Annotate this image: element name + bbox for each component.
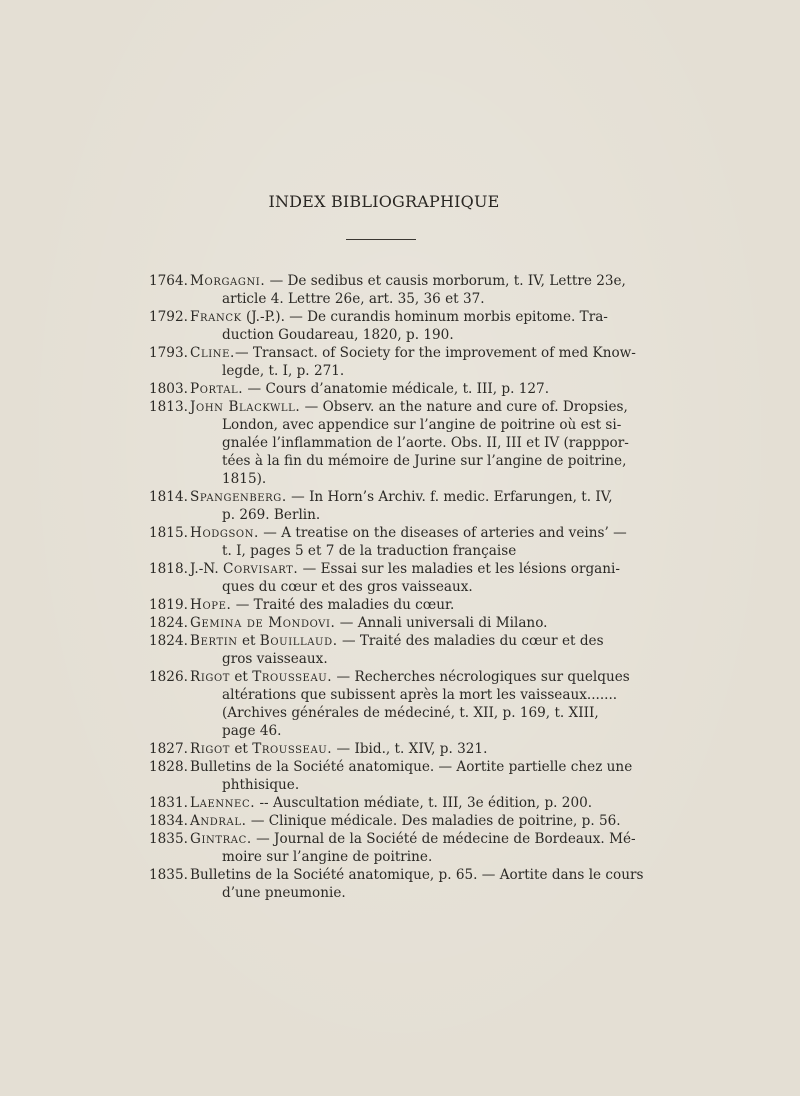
entry-author: Hodgson. [190, 525, 259, 541]
entry-text: page 46. [222, 723, 282, 739]
entry-author-second: Bouillaud. [259, 633, 338, 649]
entry-first-line [190, 866, 643, 884]
bibliography-entry [149, 668, 630, 740]
entry-text: -- Auscultation médiate, t. III, 3e édition, p. 200. [255, 795, 593, 811]
entry-author: Gintrac. [190, 831, 252, 847]
entry-reference [190, 524, 627, 560]
entry-text: p. 269. Berlin. [222, 507, 321, 523]
entry-year: 1824. [149, 633, 188, 649]
entry-author-second: Trousseau. [252, 741, 333, 757]
entry-year: 1793. [149, 345, 188, 361]
entry-text: gnalée l’inflammation de l’aorte. Obs. II, III et IV (rapppor- [222, 435, 629, 451]
entry-text: Bulletins de la Société anatomique. — Aortite partielle chez une [190, 759, 633, 775]
entry-author-second: Trousseau. [252, 669, 333, 685]
entry-continuation-line [190, 884, 643, 902]
entry-reference [190, 344, 636, 380]
entry-first-line [190, 380, 627, 398]
entry-reference [190, 758, 632, 794]
entry-text-prefix: J.-N. [190, 561, 223, 577]
entry-text: — Annali universali di Milano. [335, 615, 548, 631]
entry-text: — Traité des maladies du cœur. [231, 597, 455, 613]
entry-continuation-line [190, 704, 630, 722]
entry-text-connector: et [237, 633, 260, 649]
entry-author: Spangenberg. [190, 489, 287, 505]
entry-continuation-line [190, 326, 627, 344]
entry-author: Rigot [190, 741, 231, 757]
entry-text: gros vaisseaux. [222, 651, 328, 667]
entry-author: Morgagni. [190, 273, 266, 289]
entry-text: Bulletins de la Société anatomique, p. 65. — Aortite dans le cours [190, 867, 644, 883]
entry-year: 1819. [149, 597, 188, 613]
bibliography-entry [149, 560, 627, 596]
bibliography-entry [149, 866, 644, 902]
entry-year: 1827. [149, 741, 188, 757]
entry-year: 1792. [149, 309, 188, 325]
entry-year: 1835. [149, 867, 188, 883]
entry-text: — A treatise on the diseases of arteries and veins’ — [258, 525, 627, 541]
entry-text: legde, t. I, p. 271. [222, 363, 345, 379]
entry-reference [190, 272, 627, 308]
entry-first-line [190, 614, 627, 632]
entry-first-line [190, 488, 627, 506]
entry-continuation-line [190, 650, 627, 668]
entry-text-connector: et [230, 741, 253, 757]
bibliography-entry [149, 272, 627, 308]
entry-text: (Archives générales de médeciné, t. XII, p. 169, t. XIII, [222, 705, 599, 721]
entry-author: Bertin [190, 633, 238, 649]
entry-first-line [190, 812, 627, 830]
entry-year: 1834. [149, 813, 188, 829]
entry-year: 1828. [149, 759, 188, 775]
entry-year: 1814. [149, 489, 188, 505]
entry-continuation-line [190, 416, 629, 434]
entry-text: London, avec appendice sur l’angine de poitrine où est si- [222, 417, 622, 433]
entry-text: moire sur l’angine de poitrine. [222, 849, 433, 865]
bibliography-entry [149, 812, 627, 830]
entry-year: 1764. [149, 273, 188, 289]
bibliography-entry [149, 740, 627, 758]
entry-reference [190, 308, 627, 344]
entry-continuation-line [190, 578, 627, 596]
entry-year: 1835. [149, 831, 188, 847]
entry-reference [190, 668, 630, 740]
bibliography-entry [149, 344, 636, 380]
bibliography-entry [149, 308, 627, 344]
entry-reference [190, 794, 627, 812]
entry-first-line [190, 794, 627, 812]
entry-author: Rigot [190, 669, 231, 685]
entry-text: d’une pneumonie. [222, 885, 346, 901]
entry-author: Laennec. [190, 795, 256, 811]
entry-text: — Transact. of Society for the improvement of med Know- [234, 345, 636, 361]
entry-first-line [190, 560, 627, 578]
entry-text: — Cours d’anatomie médicale, t. III, p. 127. [243, 381, 550, 397]
entry-first-line [190, 308, 627, 326]
entry-year: 1815. [149, 525, 188, 541]
entry-reference [190, 812, 627, 830]
entry-year: 1826. [149, 669, 188, 685]
entry-first-line [190, 740, 627, 758]
entry-reference [190, 560, 627, 596]
entry-reference [190, 866, 643, 902]
entry-reference [190, 398, 629, 488]
entry-continuation-line [190, 686, 630, 704]
entry-text: duction Goudareau, 1820, p. 190. [222, 327, 454, 343]
entry-text: — Observ. an the nature and cure of. Dropsies, [300, 399, 628, 415]
bibliography-entry [149, 794, 627, 812]
entry-year: 1831. [149, 795, 188, 811]
entry-year: 1813. [149, 399, 188, 415]
entry-reference [190, 614, 627, 632]
entry-continuation-line [190, 434, 629, 452]
entry-author: Andral. [190, 813, 247, 829]
entry-text: — In Horn’s Archiv. f. medic. Erfarungen, t. IV, [286, 489, 613, 505]
entry-continuation-line [190, 470, 629, 488]
bibliography-entry [149, 398, 627, 488]
entry-text: — Clinique médicale. Des maladies de poitrine, p. 56. [246, 813, 621, 829]
title-rule-divider [346, 239, 416, 240]
entry-text: phthisique. [222, 777, 300, 793]
entry-first-line [190, 344, 636, 362]
entry-text: — Journal de la Société de médecine de Bordeaux. Mé- [251, 831, 636, 847]
entry-author: Corvisart. [222, 561, 299, 577]
entry-first-line [190, 272, 627, 290]
entry-continuation-line [190, 362, 636, 380]
entry-first-line [190, 758, 632, 776]
entry-text: — Recherches nécrologiques sur quelques [332, 669, 630, 685]
entry-year: 1818. [149, 561, 188, 577]
entry-first-line [190, 668, 630, 686]
entry-author: John Blackwll. [190, 399, 301, 415]
entry-reference [190, 488, 627, 524]
entry-reference [190, 632, 627, 668]
entry-text: 1815). [222, 471, 267, 487]
entry-author: Gemina de Mondovi. [190, 615, 336, 631]
entry-text: tées à la fin du mémoire de Jurine sur l’angine de poitrine, [222, 453, 627, 469]
entry-reference [190, 380, 627, 398]
entry-author: Hope. [190, 597, 232, 613]
entry-text: — Traité des maladies du cœur et des [337, 633, 604, 649]
entry-text: altérations que subissent après la mort les vaisseaux....... [222, 687, 618, 703]
entry-text: ques du cœur et des gros vaisseaux. [222, 579, 473, 595]
entry-year: 1803. [149, 381, 188, 397]
bibliography-entry [149, 524, 627, 560]
entry-author: Cline. [190, 345, 235, 361]
bibliography-entry [149, 488, 627, 524]
entry-continuation-line [190, 848, 636, 866]
entry-reference [190, 740, 627, 758]
entry-author: Franck [190, 309, 242, 325]
entry-continuation-line [190, 506, 627, 524]
page-title: INDEX BIBLIOGRAPHIQUE [268, 192, 500, 211]
entry-first-line [190, 398, 629, 416]
bibliography-entry [149, 632, 627, 668]
entry-continuation-line [190, 776, 632, 794]
entry-continuation-line [190, 542, 627, 560]
entry-text: article 4. Lettre 26e, art. 35, 36 et 37. [222, 291, 485, 307]
entry-text: — Essai sur les maladies et les lésions organi- [298, 561, 620, 577]
bibliography-entry [149, 380, 627, 398]
entry-text: — Ibid., t. XIV, p. 321. [332, 741, 488, 757]
entry-first-line [190, 830, 636, 848]
entry-text-connector: et [230, 669, 253, 685]
bibliography-entry [149, 758, 633, 794]
entry-year: 1824. [149, 615, 188, 631]
entry-text: t. I, pages 5 et 7 de la traduction française [222, 543, 517, 559]
entry-first-line [190, 524, 627, 542]
bibliography-entry [149, 830, 636, 866]
bibliography-entry [149, 614, 627, 632]
entry-continuation-line [190, 722, 630, 740]
entry-reference [190, 830, 636, 866]
entry-continuation-line [190, 290, 627, 308]
entry-continuation-line [190, 452, 629, 470]
bibliography-entry [149, 596, 627, 614]
entry-reference [190, 596, 627, 614]
entry-text: — De sedibus et causis morborum, t. IV, Lettre 23e, [265, 273, 626, 289]
entry-first-line [190, 632, 627, 650]
entry-text: (J.-P.). — De curandis hominum morbis epitome. Tra- [241, 309, 608, 325]
entry-first-line [190, 596, 627, 614]
entry-author: Portal. [190, 381, 244, 397]
bibliography-list [149, 272, 644, 902]
